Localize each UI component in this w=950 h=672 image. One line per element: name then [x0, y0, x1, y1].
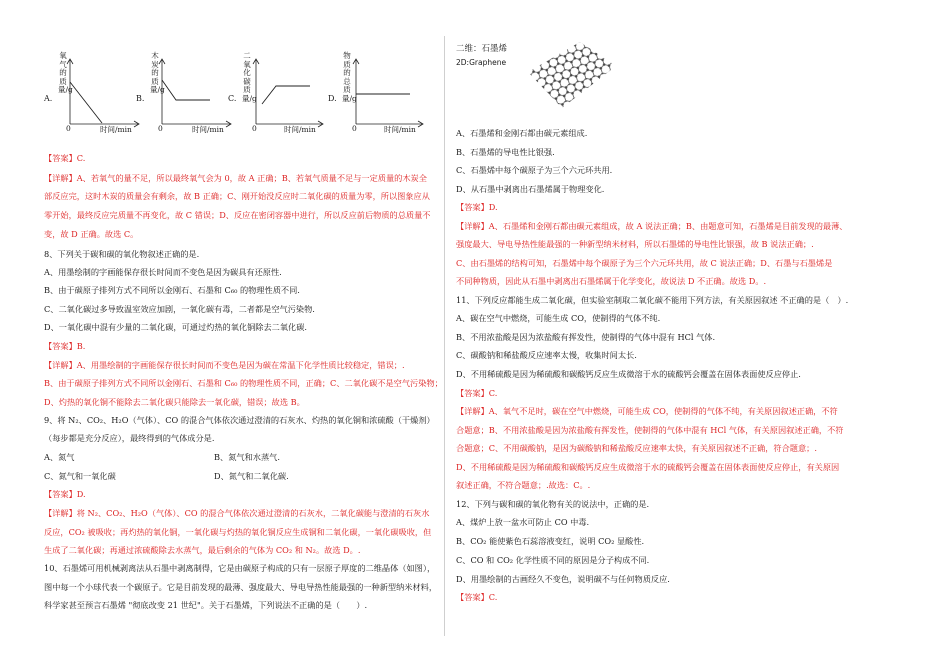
explain-7-line2: 部反应完，这时木炭的质量会有剩余，故 B 正确；C、刚开始没反应时二氧化碳的质量为零，所以图象应从: [44, 191, 430, 201]
answer-10: 【答案】D.: [456, 202, 498, 212]
explain-7-line3: 零开始，最终反应完质量不再变化，故 C 错误；D、反应在密闭容器中进行，所以反应前后物质的总质量不: [44, 210, 431, 220]
graph-c-letter: C.: [228, 94, 237, 103]
graph-a-letter: A.: [44, 94, 53, 103]
graph-a: [44, 51, 145, 138]
graph-a-ylabel: 氧气的质量/g: [58, 51, 73, 94]
question-9-line1: 9、将 N₂、CO₂、H₂O（气体）、CO 的混合气体依次通过澄清的石灰水、灼热的氧化铜和浓硫酸（干燥剂）: [44, 415, 435, 425]
answer-9: 【答案】D.: [44, 489, 86, 499]
q8-option-d: D、一氧化碳中混有少量的二氧化碳，可通过灼热的氧化铜除去二氧化碳.: [44, 322, 307, 332]
explain-8-line3: D、灼热的氧化铜不能除去二氧化碳只能除去一氧化碳，错误；故选 B。: [44, 397, 305, 407]
graph-b: [136, 51, 237, 138]
answer-8: 【答案】B.: [44, 341, 86, 351]
graph-c-zero: 0: [252, 124, 257, 133]
explain-10-line2: 强度最大、导电导热性能最强的一种新型纳米材料，所以石墨烯的导电性比银强，故 B 说法正确；.: [456, 239, 814, 249]
graph-c: [228, 52, 326, 138]
explain-9-line1: 【详解】将 N₂、CO₂、H₂O（气体）、CO 的混合气体依次通过澄清的石灰水，二氧化碳能与澄清的石灰水: [44, 508, 430, 518]
graph-b-letter: B.: [136, 94, 145, 103]
graph-d-letter: D.: [328, 94, 337, 103]
explain-10-line3: C、由石墨烯的结构可知，石墨烯中每个碳原子为三个六元环共用，故 C 说法正确；D、石墨与石墨烯是: [456, 258, 833, 268]
graphene-title: 二维：石墨烯: [456, 44, 508, 54]
graph-a-curve: [70, 82, 102, 123]
graph-d-xlabel: 时间/min: [384, 125, 416, 134]
q9-option-b: B、氮气和水蒸气.: [214, 452, 280, 462]
graph-b-xlabel: 时间/min: [192, 125, 224, 134]
question-8: 8、下列关于碳和碳的氧化物叙述正确的是.: [44, 249, 200, 259]
graph-b-zero: 0: [158, 124, 163, 133]
q9-option-a: A、氮气: [44, 452, 75, 462]
q8-option-c: C、二氧化碳过多导致温室效应加剧，一氧化碳有毒，二者都是空气污染物.: [44, 304, 315, 314]
explain-8-line2: B、由于碳原子排列方式不同所以金刚石、石墨和 C₆₀ 的物理性质不同，正确；C、二氧化碳不是空气污染物；: [44, 378, 443, 388]
explain-9-line2: 反应，CO₂ 被吸收；再灼热的氧化铜，一氧化碳与灼热的氧化铜反应生成铜和二氧化碳，一氧化碳吸收，但: [44, 527, 432, 537]
answer-11: 【答案】C.: [456, 388, 498, 398]
q8-option-a: A、用墨绘制的字画能保存很长时间而不变色是因为碳具有还原性.: [44, 267, 282, 277]
graph-c-xlabel: 时间/min: [284, 125, 316, 134]
question-10-line2: 图中每一个小球代表一个碳原子。它是目前发现的最薄、强度最大、导电导热性能最强的一种新型纳米材料，: [44, 582, 438, 592]
graphene-lattice-image: [522, 36, 618, 116]
answer-7: 【答案】C.: [44, 153, 86, 163]
question-12: 12、下列与碳和碳的氧化物有关的说法中，正确的是.: [456, 499, 650, 509]
explain-9-line3: 生成了二氧化碳；再通过浓硫酸除去水蒸气，最后剩余的气体为 CO₂ 和 N₂。故选 D。.: [44, 545, 361, 555]
answer-12: 【答案】C.: [456, 592, 498, 602]
q10-option-a: A、石墨烯和金刚石都由碳元素组成.: [456, 128, 588, 138]
explain-7-line1: 【详解】A、若氧气的量不足，所以最终氧气会为 0，故 A 正确；B、若氧气质量不足与一定质量的木炭全: [44, 173, 427, 183]
q12-option-c: C、CO 和 CO₂ 化学性质不同的原因是分子构成不同.: [456, 555, 650, 565]
explain-10-line1: 【详解】A、石墨烯和金刚石都由碳元素组成，故 A 说法正确；B、由题意可知，石墨烯是目前发现的最薄、: [456, 221, 848, 231]
q11-option-b: B、不用浓盐酸是因为浓盐酸有挥发性，使制得的气体中混有 HCl 气体.: [456, 332, 716, 342]
question-10-line1: 10、石墨烯可用机械剥离法从石墨中剥离制得，它是由碳原子构成的只有一层原子厚度的二维晶体（如图），: [44, 563, 436, 573]
question-9-line2: （每步都是充分反应），最终得到的气体成分是.: [44, 433, 215, 443]
graph-d-zero: 0: [352, 124, 357, 133]
q11-option-d: D、不用稀硫酸是因为稀硫酸和碳酸钙反应生成微溶于水的硫酸钙会覆盖在固体表面使反应停止.: [456, 369, 801, 379]
explain-11-line5: 叙述正确，不符合题意；.故选：C。.: [456, 480, 591, 490]
graph-d-ylabel: 物质的总质量/g: [342, 51, 357, 103]
q12-option-d: D、用墨绘制的古画经久不变色，说明碳不与任何物质反应.: [456, 574, 670, 584]
explain-7-line4: 变，故 D 正确。故选 C。: [44, 229, 139, 239]
graphene-subtitle: 2D:Graphene: [456, 58, 507, 67]
q10-option-c: C、石墨烯中每个碳原子为三个六元环共用.: [456, 165, 613, 175]
explain-11-line4: D、不用稀硫酸是因为稀硫酸和碳酸钙反应生成微溶于水的硫酸钙会覆盖在固体表面使反应停止，有关原因: [456, 462, 840, 472]
q8-option-b: B、由于碳原子排列方式不同所以金刚石、石墨和 C₆₀ 的物理性质不同.: [44, 285, 300, 295]
graph-b-ylabel: 木炭的质量/g: [150, 51, 165, 94]
q12-option-a: A、煤炉上放一盆水可防止 CO 中毒.: [456, 517, 590, 527]
column-divider: [444, 36, 445, 636]
graph-d: [328, 52, 426, 138]
graph-c-curve: [262, 86, 310, 104]
q12-option-b: B、CO₂ 能使紫色石蕊溶液变红，说明 CO₂ 显酸性.: [456, 536, 645, 546]
graph-a-zero: 0: [66, 124, 71, 133]
explain-11-line3: 合题意；C、不用碳酸钠，是因为碳酸钠和稀盐酸反应速率太快，有关原因叙述不正确，符合题意；.: [456, 443, 817, 453]
graph-c-ylabel: 二氧化碳质量/g: [242, 51, 257, 103]
q9-option-c: C、氮气和一氧化碳: [44, 471, 116, 481]
graph-b-curve: [162, 80, 210, 100]
explain-8-line1: 【详解】A、用墨绘制的字画能保存很长时间而不变色是因为碳在常温下化学性质比较稳定，错误；.: [44, 360, 405, 370]
q11-option-c: C、碳酸钠和稀盐酸反应速率太慢，收集时间太长.: [456, 350, 637, 360]
explain-10-line4: 不同种物质，因此从石墨中剥离出石墨烯属于化学变化，故说法 D 不正确。故选 D。.: [456, 276, 767, 286]
q9-option-d: D、氮气和二氧化碳.: [214, 471, 289, 481]
question-10-line3: 科学家甚至预言石墨烯 "彻底改变 21 世纪"。关于石墨烯，下列说法不正确的是（ ）.: [44, 600, 368, 610]
q11-option-a: A、碳在空气中燃烧，可能生成 CO，使制得的气体不纯.: [456, 313, 661, 323]
q10-option-d: D、从石墨中剥离出石墨烯属于物理变化.: [456, 184, 605, 194]
explain-11-line1: 【详解】A、氧气不足时，碳在空气中燃烧，可能生成 CO，使制得的气体不纯，有关原因叙述正确，不符: [456, 406, 838, 416]
explain-11-line2: 合题意；B、不用浓盐酸是因为浓盐酸有挥发性，使制得的气体中混有 HCl 气体，有关原因叙述正确，不符: [456, 425, 844, 435]
question-11: 11、下列反应都能生成二氧化碳，但实验室制取二氧化碳不能用下列方法，有关原因叙述 不正确的是（ ）.: [456, 295, 849, 305]
q10-option-b: B、石墨烯的导电性比银强.: [456, 147, 555, 157]
graph-a-xlabel: 时间/min: [100, 125, 132, 134]
